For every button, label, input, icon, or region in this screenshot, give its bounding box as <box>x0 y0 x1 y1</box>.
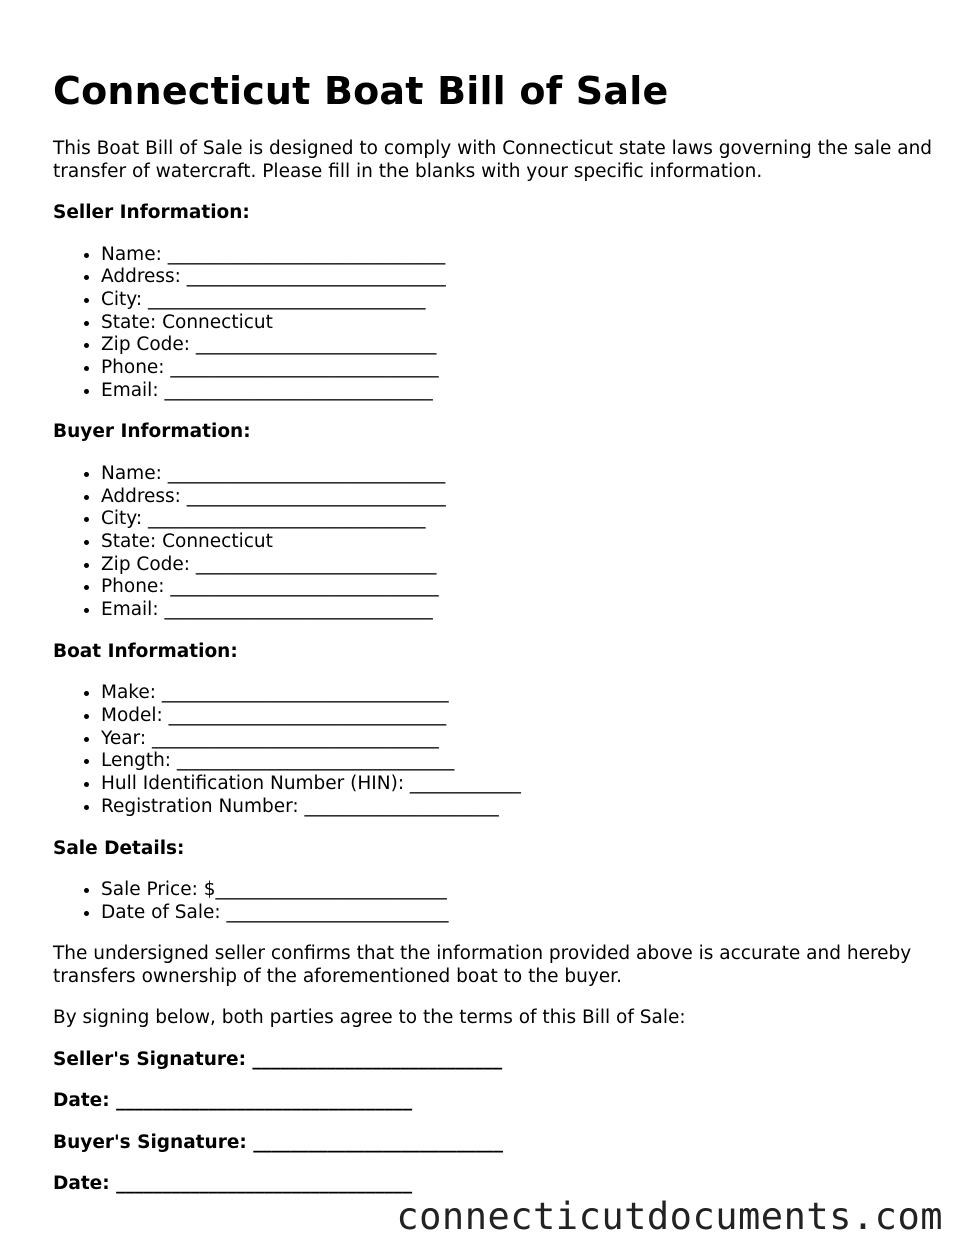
seller-signature-line: Seller's Signature: ___________________________ <box>53 1048 503 1070</box>
boat-length-field: • Length: ______________________________ <box>101 750 933 773</box>
seller-address-field: • Address: ____________________________ <box>101 266 933 289</box>
boat-section-heading: Boat Information: <box>53 640 238 662</box>
buyer-name-field: • Name: ______________________________ <box>101 463 933 486</box>
boat-hin-field: • Hull Identification Number (HIN): ____________ <box>101 773 933 796</box>
boat-model-field: • Model: ______________________________ <box>101 705 933 728</box>
intro-paragraph: This Boat Bill of Sale is designed to comply with Connecticut state laws governing the sale and transfer of watercraft. Please fill in the blanks with your specific information. <box>53 138 933 182</box>
seller-email-field: • Email: _____________________________ <box>101 380 933 403</box>
seller-state-field: • State: Connecticut <box>101 312 933 335</box>
boat-registration-field: • Registration Number: _____________________ <box>101 796 933 819</box>
seller-section-heading: Seller Information: <box>53 202 250 223</box>
buyer-info-list <box>53 463 933 622</box>
sale-section-heading: Sale Details: <box>53 837 185 859</box>
buyer-state-field: • State: Connecticut <box>101 531 933 554</box>
confirmation-paragraph: The undersigned seller confirms that the information provided above is accurate and hereby transfers ownership of the aforementioned boat to the buyer. <box>53 943 912 987</box>
agreement-paragraph: By signing below, both parties agree to the terms of this Bill of Sale: <box>53 1007 686 1029</box>
seller-zip-field: • Zip Code: __________________________ <box>101 334 933 357</box>
buyer-address-field: • Address: ____________________________ <box>101 486 933 509</box>
seller-phone-field: • Phone: _____________________________ <box>101 357 933 380</box>
buyer-zip-field: • Zip Code: __________________________ <box>101 554 933 577</box>
buyer-phone-field: • Phone: _____________________________ <box>101 576 933 599</box>
sale-price-field: • Sale Price: $_________________________ <box>101 879 933 902</box>
boat-info-list <box>53 682 933 818</box>
seller-info-list <box>53 244 933 403</box>
boat-year-field: • Year: _______________________________ <box>101 728 933 751</box>
seller-date-line: Date: ________________________________ <box>53 1090 413 1112</box>
buyer-date-line: Date: ________________________________ <box>53 1173 413 1195</box>
sale-date-field: • Date of Sale: ________________________ <box>101 902 933 925</box>
buyer-city-field: • City: ______________________________ <box>101 508 933 531</box>
buyer-signature-line: Buyer's Signature: ___________________________ <box>53 1131 503 1153</box>
document-title: Connecticut Boat Bill of Sale <box>53 69 669 113</box>
site-watermark: connecticutdocuments.com <box>396 1195 943 1238</box>
buyer-email-field: • Email: _____________________________ <box>101 599 933 622</box>
document-page <box>53 62 933 1215</box>
sale-details-list <box>53 879 933 924</box>
seller-city-field: • City: ______________________________ <box>101 289 933 312</box>
boat-make-field: • Make: _______________________________ <box>101 682 933 705</box>
buyer-section-heading: Buyer Information: <box>53 421 251 443</box>
seller-name-field: • Name: ______________________________ <box>101 244 933 267</box>
